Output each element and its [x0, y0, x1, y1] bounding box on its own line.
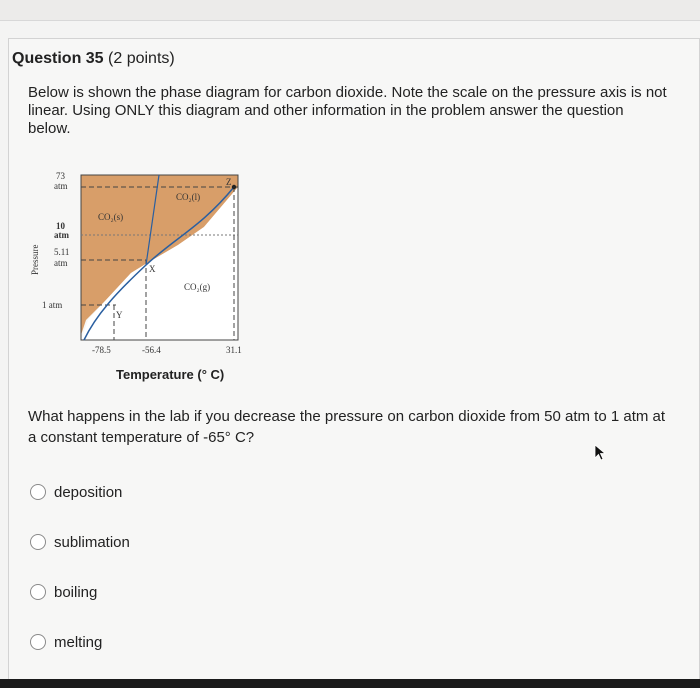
- radio-melting[interactable]: [30, 634, 46, 650]
- y-axis-label: Pressure: [30, 244, 40, 275]
- radio-boiling[interactable]: [30, 584, 46, 600]
- option-melting[interactable]: [30, 630, 102, 654]
- y-tick-10-unit: atm: [54, 230, 69, 240]
- y-tick-1atm: 1 atm: [42, 300, 63, 310]
- y-tick-10: 10: [56, 221, 65, 231]
- point-z: [232, 185, 236, 189]
- radio-deposition[interactable]: [30, 484, 46, 500]
- option-sublimation-label: sublimation: [54, 533, 130, 551]
- option-boiling-label: boiling: [54, 583, 98, 601]
- x-tick-56-4: -56.4: [142, 345, 161, 355]
- question-body: Below is shown the phase diagram for carbon dioxide. Note the scale on the pressure axis is not linear. Using ONLY this diagram and other information in the problem answer the question below.: [28, 84, 667, 137]
- question-title: [12, 50, 175, 68]
- option-melting-label: melting: [54, 633, 103, 651]
- point-y-label: Y: [116, 310, 123, 320]
- mouse-cursor-icon: [594, 444, 608, 462]
- question-number: Question 35: [12, 50, 104, 67]
- region-liquid-label: CO₂(l): [176, 192, 201, 202]
- option-sublimation[interactable]: [30, 530, 130, 554]
- x-tick-31-1: 31.1: [226, 345, 242, 355]
- phase-diagram-svg: [26, 165, 276, 395]
- x-axis-label: Temperature (° C): [116, 367, 225, 382]
- option-boiling[interactable]: [30, 580, 97, 604]
- question-prompt: What happens in the lab if you decrease the pressure on carbon dioxide from 50 atm to 1 atm at a constant temperature of -65° C?: [28, 408, 666, 446]
- option-deposition-label: deposition: [54, 483, 123, 501]
- point-x-label: X: [149, 264, 156, 274]
- region-solid-label: CO₂(s): [98, 212, 124, 222]
- point-z-label: Z: [226, 177, 232, 187]
- y-tick-5-11-unit: atm: [54, 258, 68, 268]
- x-tick-78-5: -78.5: [92, 345, 111, 355]
- region-gas-label: CO₂(g): [184, 282, 211, 292]
- y-tick-5-11: 5.11: [54, 247, 70, 257]
- bottom-edge: [0, 679, 700, 688]
- y-tick-73-unit: atm: [54, 181, 68, 191]
- top-strip: [0, 0, 700, 21]
- y-tick-73: 73: [56, 171, 65, 181]
- phase-diagram: [26, 165, 276, 395]
- radio-sublimation[interactable]: [30, 534, 46, 550]
- option-deposition[interactable]: [30, 480, 122, 504]
- question-points: (2 points): [108, 50, 175, 67]
